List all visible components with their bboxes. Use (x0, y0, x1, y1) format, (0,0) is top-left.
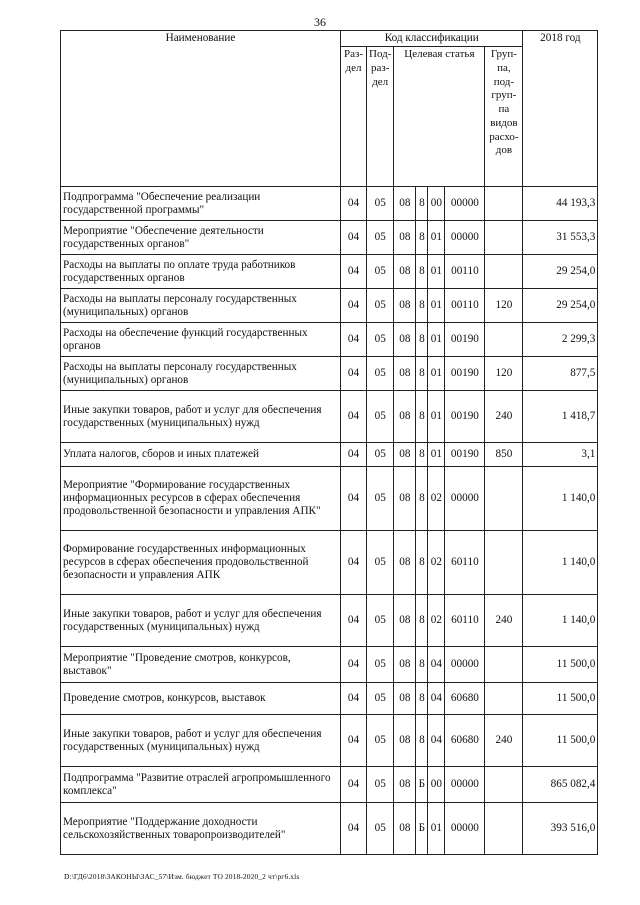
header-name: Наименование (61, 31, 341, 187)
event-code: 01 (428, 443, 445, 467)
direction-code: 00000 (445, 187, 485, 221)
table-row (61, 255, 598, 289)
section-code: 04 (341, 255, 367, 289)
row-name: Формирование государственных информационных ресурсов в сферах обеспечения продовольственной безопасности и управления АПК (61, 531, 341, 595)
event-code: 04 (428, 715, 445, 767)
section-code: 04 (341, 683, 367, 715)
footer-file-path: D:\ГД6\2018\ЗАКОНЫ\ЗАС_57\Изм. бюджет ТО 2018-2020_2 чт\рг6.xls (64, 872, 300, 881)
row-name: Мероприятие "Обеспечение деятельности государственных органов" (61, 221, 341, 255)
row-name: Мероприятие "Поддержание доходности сельскохозяйственных товаропроизводителей" (61, 803, 341, 855)
amount-2018: 44 193,3 (523, 187, 598, 221)
subsection-code: 05 (367, 357, 394, 391)
event-code: 01 (428, 803, 445, 855)
event-code: 04 (428, 647, 445, 683)
program-code: 08 (394, 767, 416, 803)
table-row (61, 531, 598, 595)
subprogram-code: 8 (416, 289, 428, 323)
subsection-code: 05 (367, 391, 394, 443)
table-row (61, 357, 598, 391)
event-code: 02 (428, 467, 445, 531)
subsection-code: 05 (367, 467, 394, 531)
section-code: 04 (341, 803, 367, 855)
subprogram-code: 8 (416, 221, 428, 255)
section-code: 04 (341, 289, 367, 323)
row-name: Мероприятие "Проведение смотров, конкурсов, выставок" (61, 647, 341, 683)
subsection-code: 05 (367, 683, 394, 715)
table-row (61, 803, 598, 855)
amount-2018: 11 500,0 (523, 647, 598, 683)
expense-type-code: 240 (485, 391, 523, 443)
expense-type-code (485, 255, 523, 289)
amount-2018: 1 140,0 (523, 595, 598, 647)
table-row (61, 715, 598, 767)
direction-code: 00110 (445, 255, 485, 289)
amount-2018: 3,1 (523, 443, 598, 467)
direction-code: 60680 (445, 683, 485, 715)
expense-type-code (485, 647, 523, 683)
header-expense-group: Груп-па, под-груп-па видов расхо-дов (485, 47, 523, 187)
amount-2018: 11 500,0 (523, 683, 598, 715)
section-code: 04 (341, 531, 367, 595)
table-row (61, 443, 598, 467)
subprogram-code: 8 (416, 647, 428, 683)
row-name: Иные закупки товаров, работ и услуг для обеспечения государственных (муниципальных) нужд (61, 391, 341, 443)
header-classification-code: Код классификации (341, 31, 523, 47)
event-code: 01 (428, 221, 445, 255)
amount-2018: 31 553,3 (523, 221, 598, 255)
event-code: 00 (428, 767, 445, 803)
direction-code: 00190 (445, 443, 485, 467)
amount-2018: 877,5 (523, 357, 598, 391)
section-code: 04 (341, 357, 367, 391)
table-row (61, 647, 598, 683)
amount-2018: 29 254,0 (523, 255, 598, 289)
row-name: Расходы на выплаты персоналу государственных (муниципальных) органов (61, 357, 341, 391)
table-row (61, 595, 598, 647)
subsection-code: 05 (367, 647, 394, 683)
event-code: 01 (428, 323, 445, 357)
subprogram-code: 8 (416, 357, 428, 391)
event-code: 01 (428, 289, 445, 323)
subprogram-code: 8 (416, 595, 428, 647)
section-code: 04 (341, 323, 367, 357)
expense-type-code (485, 221, 523, 255)
expense-type-code: 240 (485, 715, 523, 767)
subsection-code: 05 (367, 715, 394, 767)
event-code: 02 (428, 531, 445, 595)
direction-code: 00190 (445, 391, 485, 443)
row-name: Мероприятие "Формирование государственных информационных ресурсов в сферах обеспечения продовольственной безопасности и управления АПК" (61, 467, 341, 531)
amount-2018: 2 299,3 (523, 323, 598, 357)
subsection-code: 05 (367, 803, 394, 855)
amount-2018: 1 140,0 (523, 467, 598, 531)
subsection-code: 05 (367, 767, 394, 803)
subprogram-code: 8 (416, 323, 428, 357)
row-name: Иные закупки товаров, работ и услуг для обеспечения государственных (муниципальных) нужд (61, 715, 341, 767)
direction-code: 60110 (445, 595, 485, 647)
header-year: 2018 год (523, 31, 598, 187)
direction-code: 00190 (445, 323, 485, 357)
subsection-code: 05 (367, 531, 394, 595)
subsection-code: 05 (367, 221, 394, 255)
section-code: 04 (341, 767, 367, 803)
program-code: 08 (394, 803, 416, 855)
expense-type-code (485, 187, 523, 221)
program-code: 08 (394, 531, 416, 595)
section-code: 04 (341, 595, 367, 647)
direction-code: 00000 (445, 221, 485, 255)
table-row (61, 187, 598, 221)
table-row (61, 221, 598, 255)
program-code: 08 (394, 715, 416, 767)
section-code: 04 (341, 715, 367, 767)
expense-type-code (485, 683, 523, 715)
amount-2018: 29 254,0 (523, 289, 598, 323)
header-section: Раз-дел (341, 47, 367, 187)
program-code: 08 (394, 443, 416, 467)
subprogram-code: 8 (416, 391, 428, 443)
program-code: 08 (394, 391, 416, 443)
row-name: Уплата налогов, сборов и иных платежей (61, 443, 341, 467)
event-code: 04 (428, 683, 445, 715)
row-name: Иные закупки товаров, работ и услуг для обеспечения государственных (муниципальных) нужд (61, 595, 341, 647)
subprogram-code: 8 (416, 443, 428, 467)
section-code: 04 (341, 391, 367, 443)
section-code: 04 (341, 647, 367, 683)
event-code: 01 (428, 357, 445, 391)
subprogram-code: 8 (416, 467, 428, 531)
subprogram-code: Б (416, 803, 428, 855)
subsection-code: 05 (367, 323, 394, 357)
section-code: 04 (341, 443, 367, 467)
direction-code: 00000 (445, 467, 485, 531)
expense-type-code: 120 (485, 357, 523, 391)
section-code: 04 (341, 467, 367, 531)
expense-type-code (485, 531, 523, 595)
program-code: 08 (394, 221, 416, 255)
direction-code: 00190 (445, 357, 485, 391)
subprogram-code: 8 (416, 715, 428, 767)
header-target-article: Целевая статья (394, 47, 485, 187)
table-row (61, 391, 598, 443)
amount-2018: 865 082,4 (523, 767, 598, 803)
row-name: Расходы на выплаты по оплате труда работников государственных органов (61, 255, 341, 289)
direction-code: 60680 (445, 715, 485, 767)
direction-code: 00000 (445, 647, 485, 683)
event-code: 01 (428, 255, 445, 289)
subsection-code: 05 (367, 187, 394, 221)
subsection-code: 05 (367, 443, 394, 467)
row-name: Подпрограмма "Обеспечение реализации государственной программы" (61, 187, 341, 221)
subprogram-code: Б (416, 767, 428, 803)
header-subsection: Под-раз-дел (367, 47, 394, 187)
expense-type-code: 240 (485, 595, 523, 647)
expense-type-code (485, 767, 523, 803)
event-code: 02 (428, 595, 445, 647)
row-name: Расходы на выплаты персоналу государственных (муниципальных) органов (61, 289, 341, 323)
program-code: 08 (394, 647, 416, 683)
subprogram-code: 8 (416, 255, 428, 289)
amount-2018: 11 500,0 (523, 715, 598, 767)
subsection-code: 05 (367, 595, 394, 647)
expense-type-code (485, 803, 523, 855)
table-row (61, 323, 598, 357)
subsection-code: 05 (367, 289, 394, 323)
section-code: 04 (341, 221, 367, 255)
expense-type-code (485, 467, 523, 531)
program-code: 08 (394, 255, 416, 289)
budget-table (60, 30, 598, 855)
section-code: 04 (341, 187, 367, 221)
direction-code: 00000 (445, 803, 485, 855)
event-code: 00 (428, 187, 445, 221)
row-name: Расходы на обеспечение функций государственных органов (61, 323, 341, 357)
amount-2018: 393 516,0 (523, 803, 598, 855)
amount-2018: 1 140,0 (523, 531, 598, 595)
subprogram-code: 8 (416, 531, 428, 595)
row-name: Подпрограмма "Развитие отраслей агропромышленного комплекса" (61, 767, 341, 803)
subprogram-code: 8 (416, 187, 428, 221)
program-code: 08 (394, 357, 416, 391)
event-code: 01 (428, 391, 445, 443)
table-row (61, 467, 598, 531)
expense-type-code (485, 323, 523, 357)
subprogram-code: 8 (416, 683, 428, 715)
program-code: 08 (394, 467, 416, 531)
program-code: 08 (394, 323, 416, 357)
direction-code: 00000 (445, 767, 485, 803)
subsection-code: 05 (367, 255, 394, 289)
program-code: 08 (394, 289, 416, 323)
program-code: 08 (394, 187, 416, 221)
page-number: 36 (314, 15, 326, 29)
program-code: 08 (394, 595, 416, 647)
expense-type-code: 120 (485, 289, 523, 323)
table-row (61, 289, 598, 323)
amount-2018: 1 418,7 (523, 391, 598, 443)
table-row (61, 767, 598, 803)
table-row (61, 683, 598, 715)
program-code: 08 (394, 683, 416, 715)
direction-code: 00110 (445, 289, 485, 323)
expense-type-code: 850 (485, 443, 523, 467)
direction-code: 60110 (445, 531, 485, 595)
row-name: Проведение смотров, конкурсов, выставок (61, 683, 341, 715)
